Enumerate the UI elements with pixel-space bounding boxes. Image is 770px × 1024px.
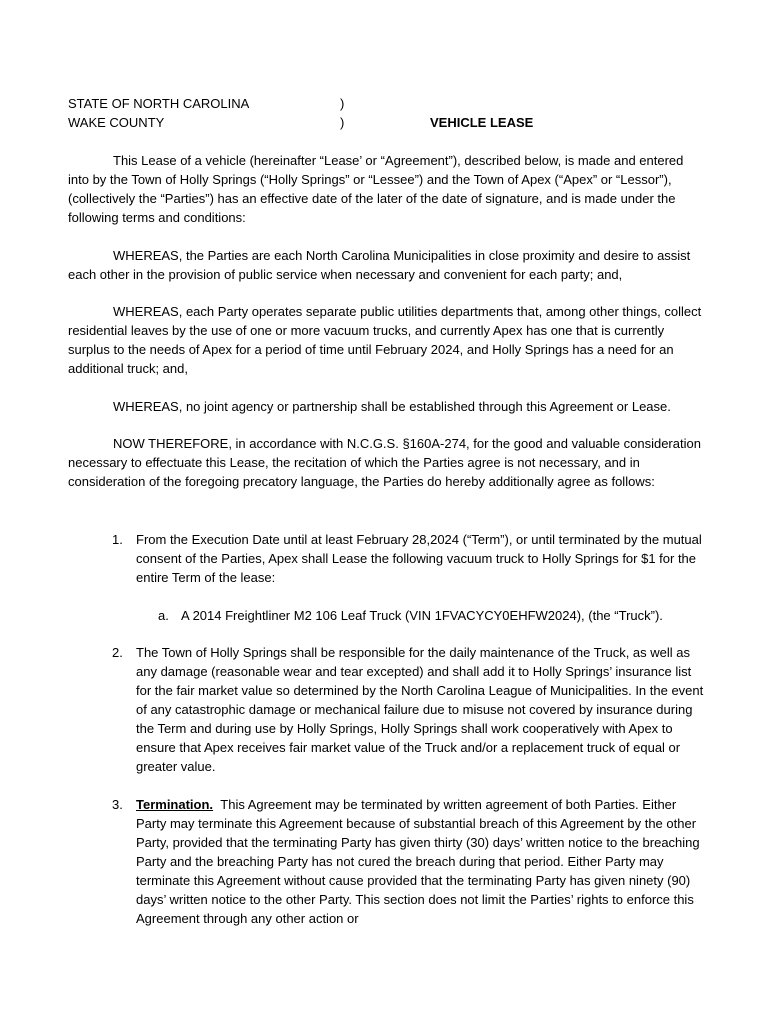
whereas-paragraph-1: WHEREAS, the Parties are each North Carolina Municipalities in close proximity and desire to assist each other in the provision of public service when necessary and convenient for each party; and, — [68, 248, 691, 282]
sub-item-letter: a. — [158, 608, 169, 623]
caption-paren: ) — [340, 115, 345, 130]
caption-row-county — [68, 113, 708, 132]
county-label: WAKE COUNTY — [68, 115, 165, 130]
item-number: 3. — [112, 797, 123, 812]
document-caption — [68, 94, 708, 132]
item-number: 2. — [112, 645, 123, 660]
now-therefore-paragraph: NOW THEREFORE, in accordance with N.C.G.S. §160A-274, for the good and valuable consideration necessary to effectuate this Lease, the recitation of which the Parties agree is not necessary, and in consideration of the foregoing precatory language, the Parties do hereby additionally agree as follows: — [68, 436, 701, 489]
state-label: STATE OF NORTH CAROLINA — [68, 96, 250, 111]
termination-heading: Termination. — [136, 797, 214, 812]
whereas-paragraph-2: WHEREAS, each Party operates separate public utilities departments that, among other things, collect residential leaves by the use of one or more vacuum trucks, and currently Apex has one that is currently surplus to the needs of Apex for a period of time until February 2024, and Holly Springs has a need for an additional truck; and, — [68, 304, 702, 376]
caption-paren: ) — [340, 96, 345, 111]
caption-row-state — [68, 94, 708, 113]
document-title: VEHICLE LEASE — [430, 115, 534, 130]
whereas-paragraph-3: WHEREAS, no joint agency or partnership shall be established through this Agreement or Lease. — [113, 399, 671, 414]
item-text-termination — [136, 795, 704, 928]
item-number: 1. — [112, 532, 123, 547]
termination-body: This Agreement may be terminated by written agreement of both Parties. Either Party may terminate this Agreement because of substantial breach of this Agreement by the other Party, provided that the terminating Party has given thirty (30) days’ written notice to the breaching Party and the breaching Party has not cured the breach during that period. Either Party may terminate this Agreement without cause provided that the terminating Party has given ninety (90) days’ written notice to the other Party. This section does not limit the Parties’ rights to enforce this Agreement through any other action or — [136, 797, 700, 926]
sub-item-truck: A 2014 Freightliner M2 106 Leaf Truck (VIN 1FVACYCY0EHFW2024), (the “Truck”). — [181, 608, 663, 623]
intro-paragraph: This Lease of a vehicle (hereinafter “Lease’ or “Agreement”), described below, is made and entered into by the Town of Holly Springs (“Holly Springs” or “Lessee”) and the Town of Apex (“Apex” or “Lessor”), (collectively the “Parties”) has an effective date of the later of the date of signature, and is made under the following terms and conditions: — [68, 153, 684, 225]
item-text-term: From the Execution Date until at least February 28,2024 (“Term”), or until terminated by the mutual consent of the Parties, Apex shall Lease the following vacuum truck to Holly Springs for $1 for the entire Term of the lease: — [136, 532, 702, 585]
item-text-maintenance: The Town of Holly Springs shall be responsible for the daily maintenance of the Truck, as well as any damage (reasonable wear and tear excepted) and shall add it to Holly Springs’ insurance list for the fair market value so determined by the North Carolina League of Municipalities. In the event of any catastrophic damage or mechanical failure due to misuse not covered by insurance during the Term and during use by Holly Springs, Holly Springs shall work cooperatively with Apex to ensure that Apex receives fair market value of the Truck and/or a replacement truck of equal or greater value. — [136, 645, 704, 774]
